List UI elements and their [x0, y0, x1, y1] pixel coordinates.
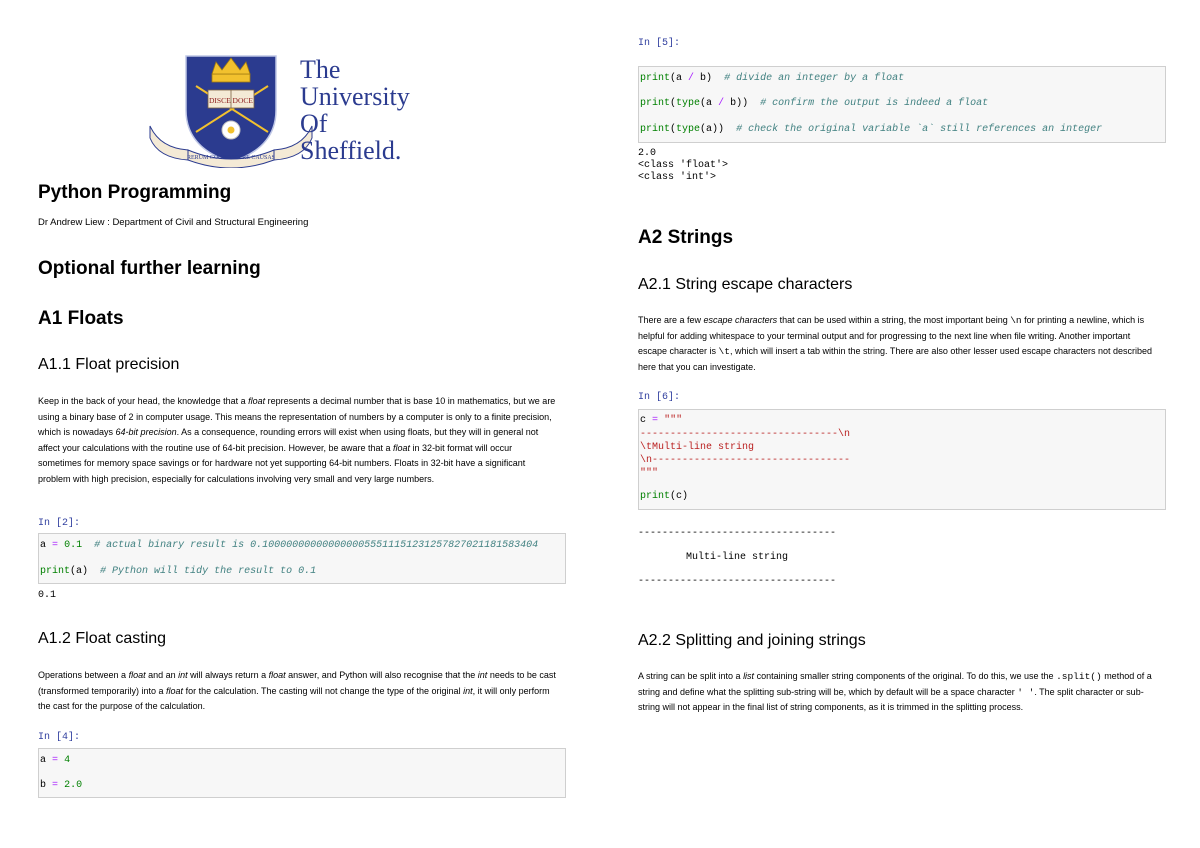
- code-cell-in4[interactable]: a = 4 b = 2.0: [38, 748, 566, 798]
- code-cell-in6[interactable]: c = """ ---------------------------------\n \tMulti-line string \n--------------------------------- """ print(c): [638, 409, 1166, 510]
- paragraph-precision: Keep in the back of your head, the knowledge that a float represents a decimal number that is base 10 in mathematics, but we are using a binary base of 2 in computer usage. This means the representation of numbers by a computer is only to a finite precision, which is nowadays 64-bit precision. As a consequence, rounding errors will exist when using floats, but they will in general not affect your calculations with the routine use of 64-bit precision. However, be aware that a float in 32-bit format will occur sometimes for memory space savings or for hardware not yet supporting 64-bit numbers. Floats in 32-bit have a significant problem with high precision, especially for calculations involving very small and very large numbers.: [38, 396, 556, 484]
- heading-optional: Optional further learning: [38, 258, 261, 279]
- logo-ribbon-text: RERUM COGNOSCERE CAUSAS: [186, 155, 276, 161]
- wordmark-line: Sheffield.: [300, 136, 402, 165]
- cell-output: 0.1: [38, 590, 57, 601]
- cell-output: --------------------------------- Multi-line string ---------------------------------: [638, 528, 837, 587]
- heading-a2-1: A2.1 String escape characters: [638, 276, 853, 293]
- wordmark-line: University: [300, 82, 410, 111]
- heading-a2: A2 Strings: [638, 227, 734, 248]
- paragraph-escape: There are a few escape characters that can be used within a string, the most important being \n for printing a newline, which is helpful for adding whitespace to your terminal output and for progressing to the next line when file writing. Another important escape character is \t, which will insert a tab within the string. There are also other lesser used escape characters not described here that you can investigate.: [638, 315, 1152, 372]
- wordmark-line: Of: [300, 109, 328, 138]
- paragraph-casting: Operations between a float and an int will always return a float answer, and Python will also recognise that the int needs to be cast (transformed temporarily) into a float for the calculation. The casting will not change the type of the original int, it will only perform the cast for the purpose of the calculation.: [38, 670, 556, 711]
- university-wordmark: [300, 56, 410, 164]
- code-cell-in2[interactable]: a = 0.1 # actual binary result is 0.1000000000000000055511151231257827021181583404 print(a) # Python will tidy the result to 0.1: [38, 533, 566, 584]
- author-line: Dr Andrew Liew : Department of Civil and Structural Engineering: [38, 217, 309, 228]
- heading-a2-2: A2.2 Splitting and joining strings: [638, 632, 866, 649]
- cell-prompt: In [5]:: [638, 38, 681, 49]
- cell-prompt: In [6]:: [638, 392, 681, 403]
- logo-motto: DISCE DOCE: [209, 96, 253, 105]
- cell-output: 2.0 <class 'float'> <class 'int'>: [638, 148, 729, 183]
- wordmark-line: The: [300, 55, 341, 84]
- page-title: Python Programming: [38, 182, 232, 203]
- cell-prompt: In [4]:: [38, 732, 81, 743]
- code-cell-in5[interactable]: print(a / b) # divide an integer by a float print(type(a / b)) # confirm the output is indeed a float print(type(a)) # check the original variable `a` still references an integer: [638, 66, 1166, 143]
- paragraph-splitting: A string can be split into a list containing smaller string components of the original. To do this, we use the .split() method of a string and define what the splitting sub-string will be, which by default will be a space character ' '. The split character or sub-string will not appear in the final list of string components, as it is trimmed in the splitting process.: [638, 671, 1152, 712]
- heading-a1: A1 Floats: [38, 308, 124, 329]
- heading-a1-1: A1.1 Float precision: [38, 356, 180, 373]
- cell-prompt: In [2]:: [38, 518, 81, 529]
- heading-a1-2: A1.2 Float casting: [38, 630, 167, 647]
